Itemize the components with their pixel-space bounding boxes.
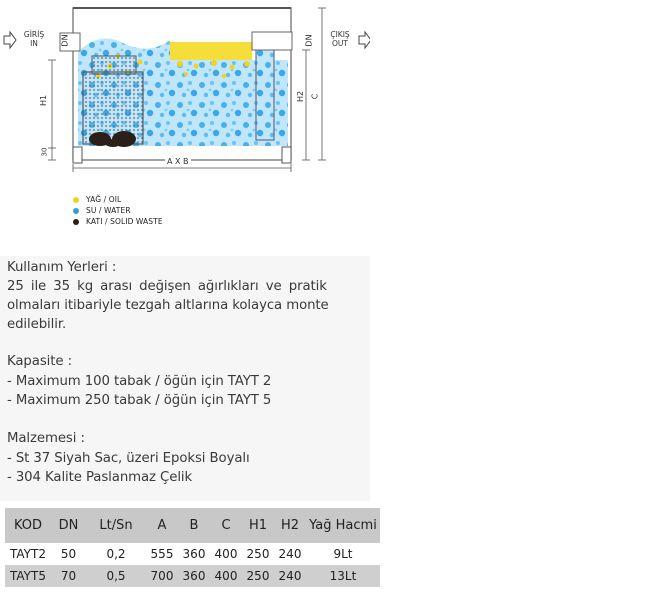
capacity-line-2: - Maximum 250 tabak / öğün için TAYT 5 (7, 393, 272, 408)
legend-solid-waste: KATI / SOLID WASTE (86, 217, 163, 226)
header-b: B (178, 508, 210, 543)
table-cell: 70 (51, 565, 86, 587)
header-c: C (210, 508, 242, 543)
table-cell: 250 (242, 565, 274, 587)
table-cell: 250 (246, 547, 270, 561)
table-cell: 700 (146, 565, 178, 587)
dn-outlet-label: DN (304, 34, 314, 47)
grease-trap-illustration (0, 0, 370, 232)
oil-layer (170, 42, 252, 60)
description-panel (0, 256, 370, 501)
table-cell: 0,2 (106, 547, 126, 561)
material-line-2: - 304 Kalite Paslanmaz Çelik (7, 470, 193, 485)
table-cell: 240 (274, 565, 306, 587)
header-oil-volume: Yağ Hacmi (306, 508, 380, 543)
legend-oil: YAĞ / OIL (86, 195, 122, 204)
table-cell: 9Lt (333, 547, 353, 561)
table-cell: 0,5 (86, 565, 146, 587)
table-cell: TAYT5 (5, 565, 51, 587)
table-cell: 360 (178, 565, 210, 587)
spec-table (5, 508, 380, 587)
dn-inlet-label: DN (60, 34, 70, 47)
table-cell: TAYT2 (10, 547, 46, 561)
tank-foot-right (282, 147, 291, 163)
table-cell: 360 (182, 547, 206, 561)
table-row (5, 565, 380, 587)
inlet-arrow-icon (4, 32, 16, 48)
c-label: C (310, 93, 320, 100)
capacity-line-1: - Maximum 100 tabak / öğün için TAYT 2 (7, 374, 272, 389)
h2-label: H2 (296, 90, 306, 103)
tank-foot-left (73, 147, 82, 163)
header-a: A (146, 508, 178, 543)
grease-trap-diagram (0, 0, 370, 232)
axb-label: A X B (167, 157, 189, 166)
table-header-row (5, 508, 380, 543)
table-cell: 555 (150, 547, 174, 561)
strainer-basket (83, 72, 143, 144)
legend-water: SU / WATER (86, 206, 131, 215)
table-cell: 240 (278, 547, 302, 561)
header-kod: KOD (5, 508, 51, 543)
outlet-label: ÇIKIŞ OUT (330, 30, 350, 48)
table-cell: 13Lt (306, 565, 380, 587)
header-dn: DN (51, 508, 86, 543)
usage-heading: Kullanım Yerleri : (7, 260, 117, 275)
material-line-1: - St 37 Siyah Sac, üzeri Epoksi Boyalı (7, 451, 250, 466)
header-lt-sn: Lt/Sn (86, 508, 146, 543)
usage-line-2: olmaları itibariyle tezgah altlarına kolayca monte (7, 298, 329, 313)
header-h1: H1 (242, 508, 274, 543)
capacity-heading: Kapasite : (7, 354, 72, 369)
header-h2: H2 (274, 508, 306, 543)
table-cell: 400 (214, 547, 238, 561)
outlet-arrow-icon (359, 32, 370, 48)
h1-label: H1 (39, 94, 49, 107)
dim-30-label: 30 (40, 147, 49, 157)
material-heading: Malzemesi : (7, 431, 85, 446)
table-row (5, 543, 380, 565)
usage-line-3: edilebilir. (7, 317, 67, 332)
table-cell: 400 (210, 565, 242, 587)
inlet-label: GİRİŞ IN (23, 30, 45, 48)
usage-line-1: 25 ile 35 kg arası değişen ağırlıkları ve pratik (7, 279, 327, 294)
table-cell: 50 (60, 547, 77, 561)
